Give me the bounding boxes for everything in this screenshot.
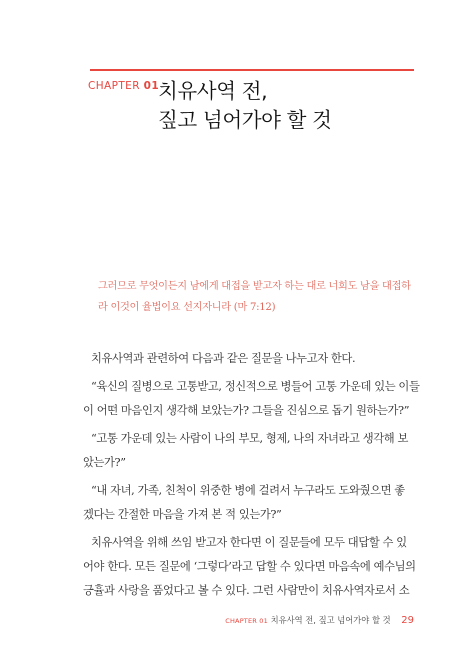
paragraph-4-line-2: 겠다는 간절한 마음을 가져 본 적 있는가?” — [83, 508, 282, 521]
body-text — [83, 347, 420, 607]
chapter-title-line-2: 짚고 넘어가야 할 것 — [158, 108, 332, 132]
chapter-label — [88, 80, 159, 92]
page-number: 29 — [401, 615, 414, 626]
paragraph-1-line-1: 치유사역과 관련하여 다음과 같은 질문을 나누고자 한다. — [91, 352, 356, 365]
scripture-quote — [98, 276, 418, 318]
paragraph-4 — [83, 479, 415, 527]
chapter-label-word: CHAPTER — [88, 80, 140, 92]
paragraph-3 — [83, 427, 415, 475]
paragraph-1 — [83, 347, 415, 371]
paragraph-2-line-1: “육신의 질병으로 고통받고, 정신적으로 병들어 고통 가운데 있는 이들 — [91, 380, 420, 393]
chapter-top-rule — [90, 69, 414, 71]
paragraph-4-line-1: “내 자녀, 가족, 친척이 위중한 병에 걸려서 누구라도 도와줬으면 좋 — [91, 484, 405, 497]
paragraph-2-line-2: 이 어떤 마음인지 생각해 보았는가? 그들을 진심으로 돕기 원하는가?” — [83, 404, 410, 417]
paragraph-5-line-1: 치유사역을 위해 쓰임 받고자 한다면 이 질문들에 모두 대답할 수 있 — [91, 536, 407, 549]
paragraph-2 — [83, 375, 420, 423]
scripture-quote-line-2: 라 이것이 율법이요 선지자니라 (마 7:12) — [98, 302, 276, 313]
paragraph-5-line-3: 긍휼과 사랑을 품었다고 볼 수 있다. 그런 사람만이 치유사역자로서 소 — [83, 584, 410, 597]
footer-chapter-label: CHAPTER 01 — [225, 617, 268, 625]
chapter-title — [158, 77, 332, 135]
chapter-label-number: 01 — [143, 80, 160, 92]
chapter-title-line-1: 치유사역 전, — [158, 79, 268, 103]
paragraph-3-line-2: 았는가?” — [83, 456, 126, 469]
paragraph-5-line-2: 어야 한다. 모든 질문에 ‘그렇다’라고 답할 수 있다면 마음속에 예수님의 — [83, 560, 416, 573]
scripture-quote-line-1: 그러므로 무엇이든지 남에게 대접을 받고자 하는 대로 너희도 남을 대접하 — [98, 281, 411, 292]
paragraph-5 — [83, 531, 415, 603]
paragraph-3-line-1: “고통 가운데 있는 사람이 나의 부모, 형제, 나의 자녀라고 생각해 보 — [91, 432, 409, 445]
page-footer — [225, 614, 414, 626]
footer-running-title: 치유사역 전, 짚고 넘어가야 할 것 — [270, 615, 391, 625]
